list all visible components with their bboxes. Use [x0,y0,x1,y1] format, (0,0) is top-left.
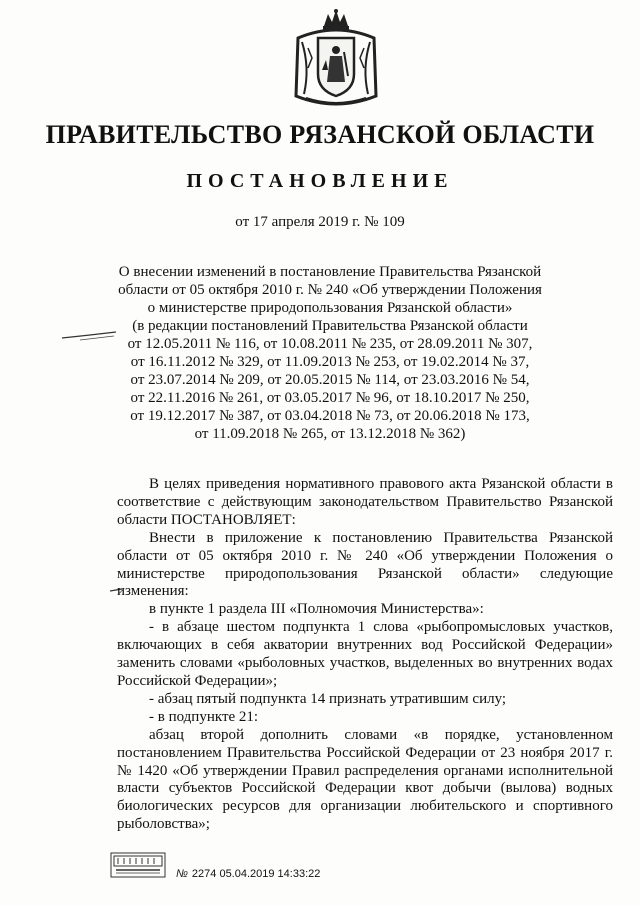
number-symbol: № [176,868,188,880]
amendment-item: - абзац пятый подпункта 14 признать утратившим силу; [149,690,507,707]
subject-line: области от 05 октября 2010 г. № 240 «Об утверждении Положения [118,282,542,298]
subject-line: от 16.11.2012 № 329, от 11.09.2013 № 253, от 19.02.2014 № 37, [130,354,530,370]
subject-line: (в редакции постановлений Правительства Рязанской области [132,318,528,334]
amendment-item: - в абзаце шестом подпункта 1 слова «рыбопромысловых участков, включающих в себя акватории внутренних вод Российской Федерации» заменить словами «рыболовных участков, выделенных во внутренних водах Российской Федерации»; [117,619,613,689]
subject-line: о министерстве природопользования Рязанской области» [147,300,513,316]
subject-line: от 12.05.2011 № 116, от 10.08.2011 № 235, от 28.09.2011 № 307, [127,336,533,352]
document-date: от 17 апреля 2019 г. № 109 [235,214,405,230]
subject-line: от 23.07.2014 № 209, от 20.05.2015 № 114, от 23.03.2016 № 54, [130,372,530,388]
registration-number [176,868,320,880]
amendment-item-text: абзац второй дополнить словами «в порядке, установленном постановлением Правительства Российской Федерации от 23 ноября 2017 г. № 1420 «Об утверждении Правил распределения органами исполнительной власти субъектов Российской Федерации квот добычи (вылова) водных биологических ресурсов для организации любительского и спортивного рыболовства»; [117,726,613,833]
organization-title: ПРАВИТЕЛЬСТВО РЯЗАНСКОЙ ОБЛАСТИ [45,120,595,149]
registration-text: 2274 05.04.2019 14:33:22 [191,868,321,880]
coat-of-arms-icon [290,8,382,112]
subject-line: от 11.09.2018 № 265, от 13.12.2018 № 362) [194,426,466,442]
document-type: ПОСТАНОВЛЕНИЕ [186,170,454,192]
subject-line: О внесении изменений в постановление Правительства Рязанской [118,264,542,280]
subject-line: от 22.11.2016 № 261, от 03.05.2017 № 96, от 18.10.2017 № 250, [130,390,530,406]
subject-line: от 19.12.2017 № 387, от 03.04.2018 № 73, от 20.06.2018 № 173, [130,408,530,424]
amendment-item: - в подпункте 21: [149,708,259,725]
registry-stamp-icon [110,852,166,878]
directive-paragraph: Внести в приложение к постановлению Правительства Рязанской области от 05 октября 2010 г. № 240 «Об утверждении Положения о министерстве природопользования Рязанской области» следующие изменения: [117,529,613,600]
document-body [117,476,613,834]
document-subject [100,263,560,443]
preamble-paragraph: В целях приведения нормативного правового акта Рязанской области в соответствие с действующим законодательством Правительство Рязанской области ПОСТАНОВЛЯЕТ: [117,476,613,528]
clause-intro: в пункте 1 раздела III «Полномочия Министерства»: [149,601,484,618]
